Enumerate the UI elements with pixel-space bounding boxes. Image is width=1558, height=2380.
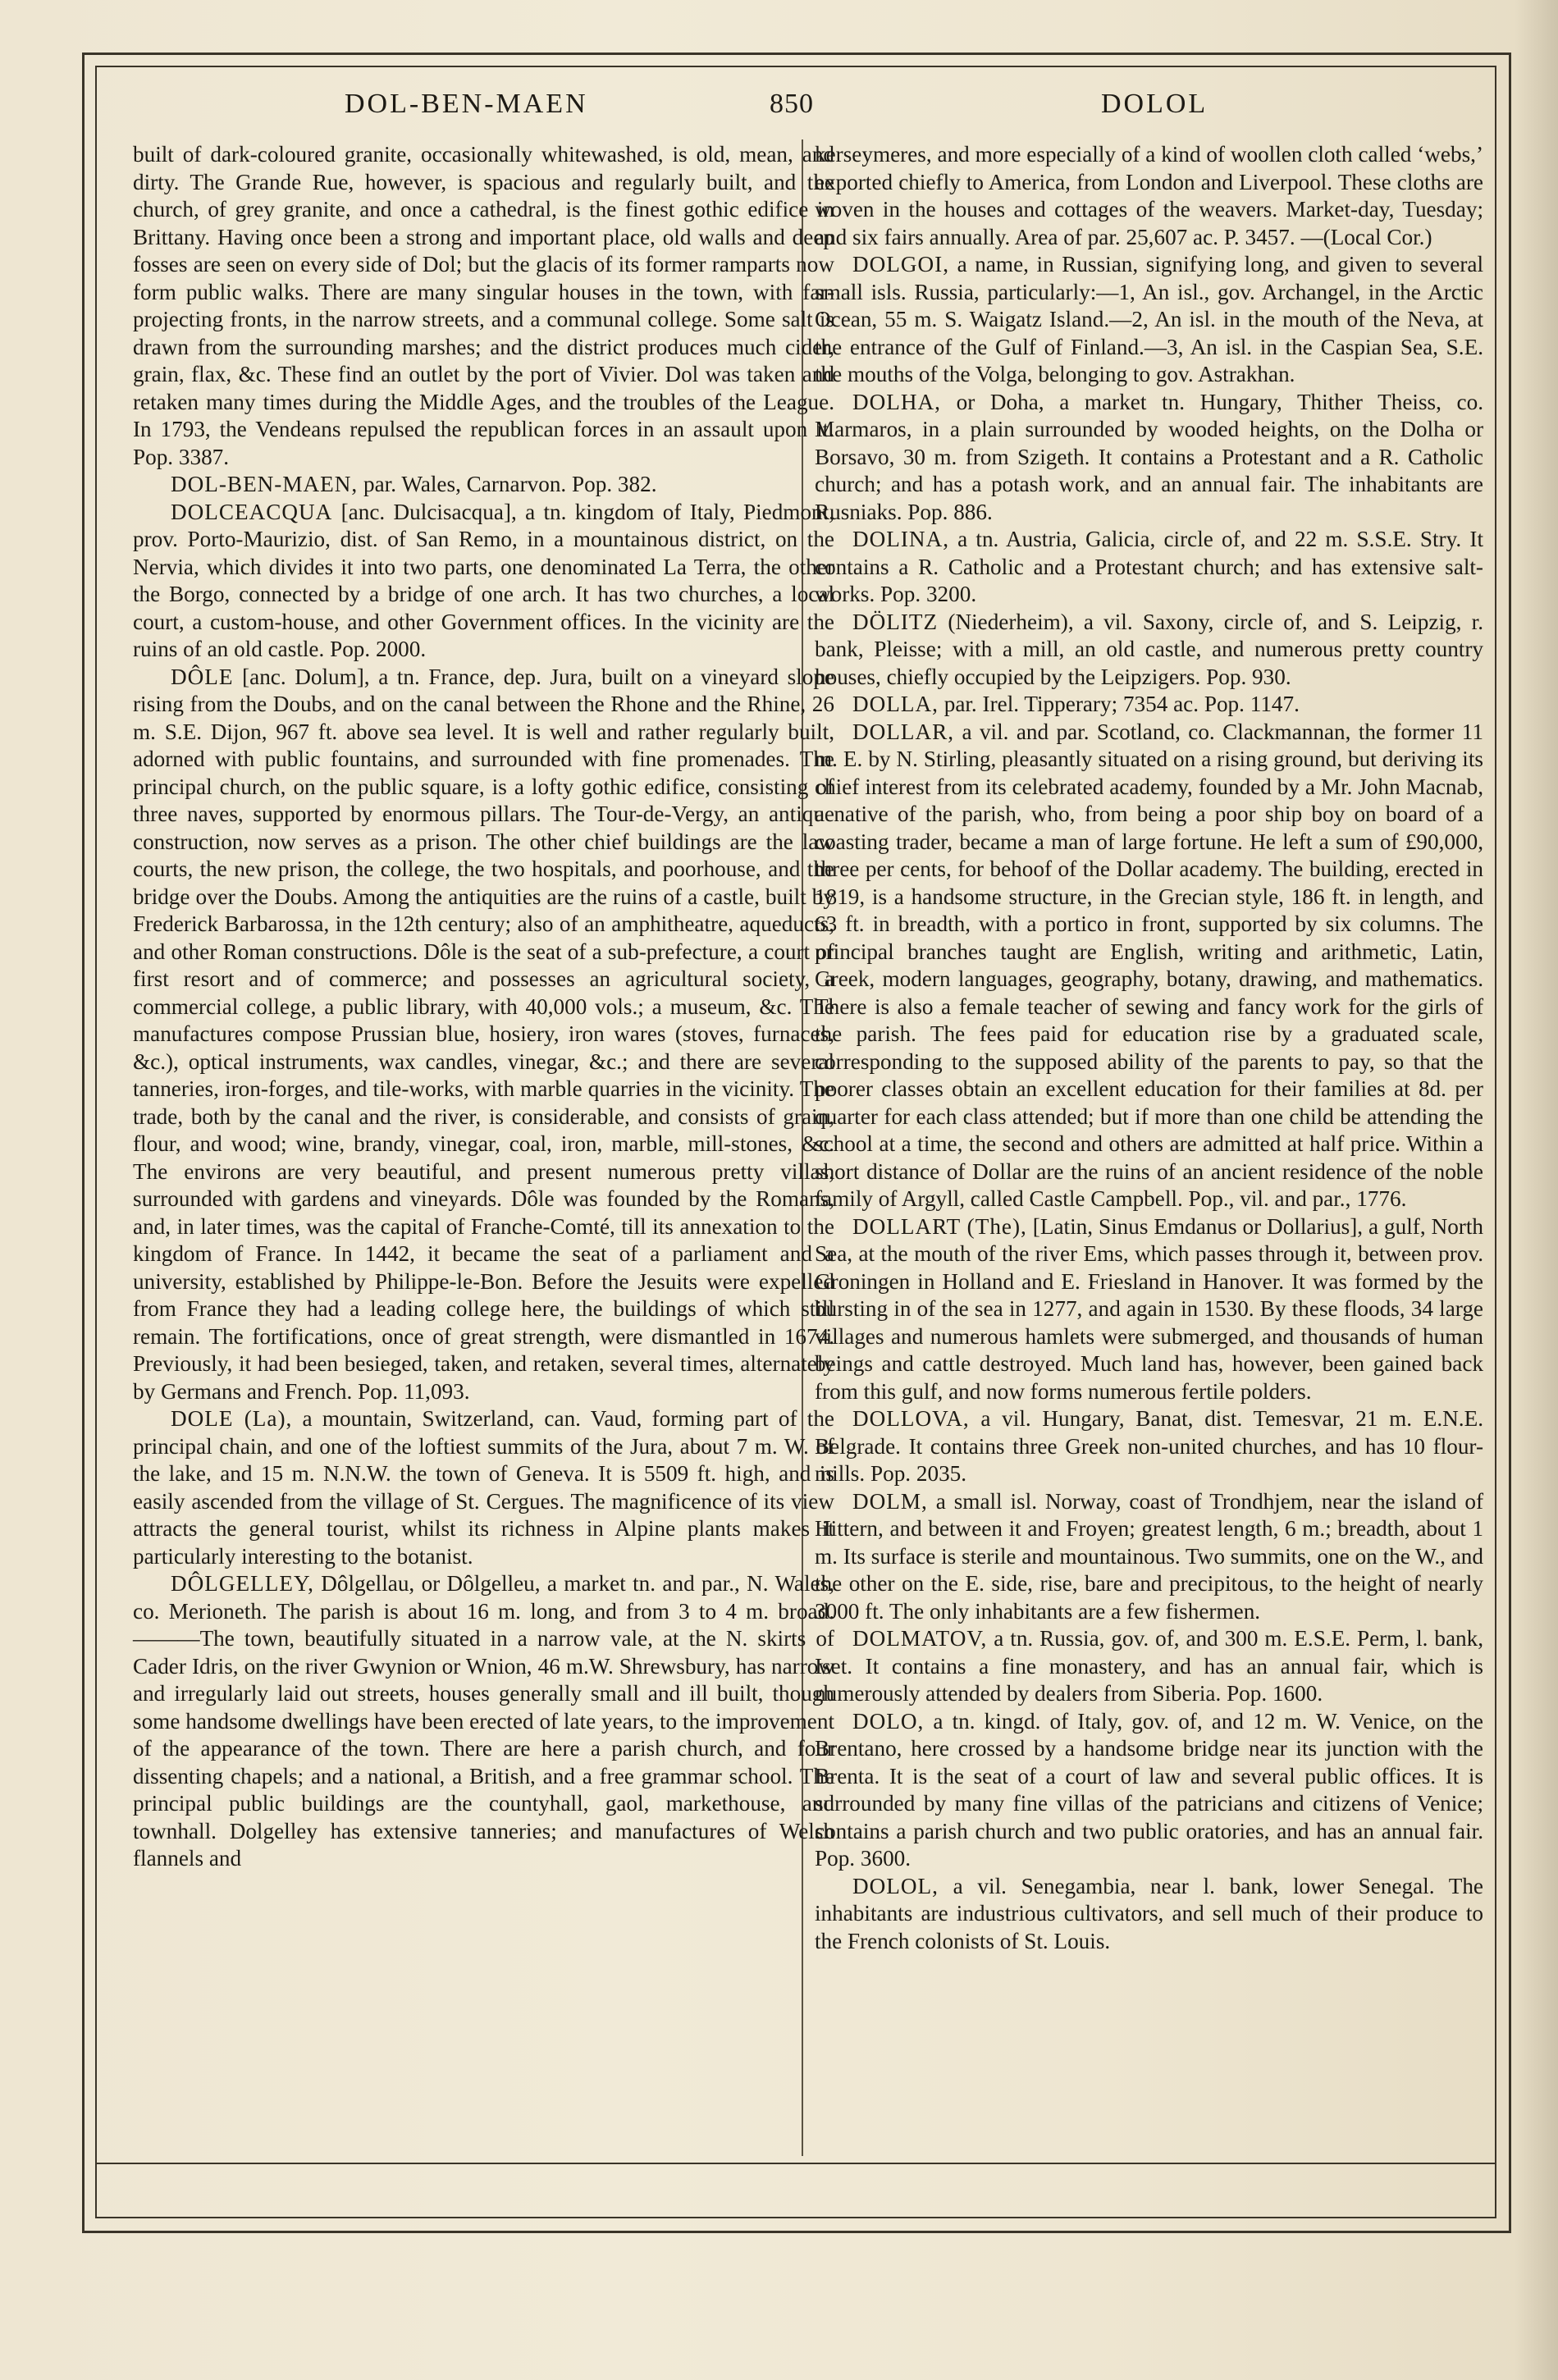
entry-text: [anc. Dolum], a tn. France, dep. Jura, built on a vineyard slope rising from the Doubs, and on the canal between the Rhone and the Rhine, 26 m. S.E. Dijon, 967 ft. above sea level. It is well and rather regularly built, adorned with public fountains, and surrounded with fine promenades. The principal church, on the public square, is a lofty gothic edifice, consisting of three naves, supported by enormous pillars. The Tour-de-Vergy, an antique construction, now serves as a prison. The other chief buildings are the law courts, the new prison, the college, the two hospitals, and poorhouse, and the bridge over the Doubs. Among the antiquities are the ruins of a castle, built by Frederick Barbarossa, in the 12th century; also of an amphitheatre, aqueducts, and other Roman constructions. Dôle is the seat of a sub-prefecture, a court of first resort and of commerce; and possesses an agricultural society, a commercial college, a public library, with 40,000 vols.; a museum, &c. The manufactures compose Prussian blue, hosiery, iron wares (stoves, furnaces, &c.), optical instruments, wax candles, vinegar, &c.; and there are several tanneries, iron-forges, and tile-works, with marble quarries in the vicinity. The trade, both by the canal and the river, is considerable, and consists of grain, flour, and wood; wine, brandy, vinegar, coal, iron, marble, mill-stones, &c. The environs are very beautiful, and present numerous pretty villas, surrounded with gardens and vineyards. Dôle was founded by the Romans, and, in later times, was the capital of Franche-Comté, till its annexation to the kingdom of France. In 1442, it became the seat of a parliament and a university, established by Philippe-le-Bon. Before the Jesuits were expelled from France they had a leading college here, the buildings of which still remain. The fortifications, once of great strength, were dismantled in 1674. Previously, it had been besieged, taken, and retaken, several times, alternately by Germans and French. Pop. 11,093. xyxy=(133,664,834,1404)
entry-dole-la xyxy=(133,1405,834,1570)
entry-dolmatov xyxy=(815,1625,1483,1708)
entry-text: [anc. Dulcisacqua], a tn. kingdom of Italy, Piedmont, prov. Porto-Maurizio, dist. of San Remo, in a mountainous district, on the Nervia, which divides it into two parts, one denominated La Terra, the other the Borgo, connected by a bridge of one arch. It has two churches, a local court, a custom-house, and other Government offices. In the vicinity are the ruins of an old castle. Pop. 2000. xyxy=(133,499,834,661)
entry-dolgelley xyxy=(133,1570,834,1873)
entry-dollar xyxy=(815,719,1483,1213)
entry-dolm xyxy=(815,1488,1483,1626)
entry-dolol xyxy=(815,1873,1483,1956)
entry-text: built of dark-coloured granite, occasionally whitewashed, is old, mean, and dirty. The Grande Rue, however, is spacious and regularly built, and the church, of grey granite, and once a cathedral, is the finest gothic edifice in Brittany. Having once been a strong and important place, old walls and deep fosses are seen on every side of Dol; but the glacis of its former ramparts now form public walks. There are many singular houses in the town, with far-projecting fronts, in the narrow streets, and a communal college. Some salt is drawn from the surrounding marshes; and the district produces much cider, grain, flax, &c. These find an outlet by the port of Vivier. Dol was taken and retaken many times during the Middle Ages, and the troubles of the League. In 1793, the Vendeans repulsed the republican forces in an assault upon it. Pop. 3387. xyxy=(133,142,834,469)
entry-dolha xyxy=(815,389,1483,527)
entry-text: kerseymeres, and more especially of a kind of woollen cloth called ‘webs,’ exported chiefly to America, from London and Liverpool. These cloths are woven in the houses and cottages of the weavers. Market-day, Tuesday; and six fairs annually. Area of par. 25,607 ac. P. 3457. —(Local Cor.) xyxy=(815,142,1483,249)
entry-text: a tn. Austria, Galicia, circle of, and 22 m. S.S.E. Stry. It contains a R. Catholic and a Protestant church; and has extensive salt-works. Pop. 3200. xyxy=(815,527,1483,606)
entry-text: a mountain, Switzerland, can. Vaud, forming part of the principal chain, and one of the loftiest summits of the Jura, about 7 m. W. of the lake, and 15 m. N.N.W. the town of Geneva. It is 5509 ft. high, and is easily ascended from the village of St. Cergues. The magnificence of its view attracts the general tourist, whilst its richness in Alpine plants makes it particularly interesting to the botanist. xyxy=(133,1406,835,1569)
left-column xyxy=(133,141,834,1873)
entry-text: a tn. Russia, gov. of, and 300 m. E.S.E. Perm, l. bank, Iset. It contains a fine monastery, and has an annual fair, which is numerously attended by dealers from Siberia. Pop. 1600. xyxy=(815,1626,1483,1706)
entry-text: or Doha, a market tn. Hungary, Thither Theiss, co. Marmaros, in a plain surrounded by wooded heights, on the Dolha or Borsavo, 30 m. from Szigeth. It contains a Protestant and a R. Catholic church; and has a potash work, and an annual fair. The inhabitants are Rusniaks. Pop. 886. xyxy=(815,389,1483,524)
entry-text: par. Wales, Carnarvon. Pop. 382. xyxy=(358,472,657,496)
right-column xyxy=(815,141,1483,1955)
bottom-rule xyxy=(95,2163,1495,2164)
entry-headword: DOLCEACQUA xyxy=(171,499,333,524)
entry-headword: DOLINA, xyxy=(852,527,949,551)
entry-text: Dôlgellau, or Dôlgelleu, a market tn. and par., N. Wales, co. Merioneth. The parish is about 16 m. long, and from 3 to 4 m. broad.———The town, beautifully situated in a narrow vale, at the N. skirts of Cader Idris, on the river Gwynion or Wnion, 46 m.W. Shrewsbury, has narrow and irregularly laid out streets, houses generally small and ill built, though some handsome dwellings have been erected of late years, to the improvement of the appearance of the town. There are here a parish church, and four dissenting chapels; and a national, a British, and a free grammar school. The principal public buildings are the countyhall, gaol, markethouse, and townhall. Dolgelley has extensive tanneries; and manufactures of Welsh flannels and xyxy=(133,1571,834,1871)
entry-text: a vil. and par. Scotland, co. Clackmannan, the former 11 m. E. by N. Stirling, pleasantly situated on a rising ground, but deriving its chief interest from its celebrated academy, founded by a Mr. John Macnab, a native of the parish, who, from being a poor ship boy on board of a coasting trader, became a man of large fortune. He left a sum of £90,000, three per cents, for behoof of the Dollar academy. The building, erected in 1819, is a handsome structure, in the Grecian style, 186 ft. in length, and 63 ft. in breadth, with a portico in front, supported by six columns. The principal branches taught are English, writing and arithmetic, Latin, Greek, modern languages, geography, botany, drawing, and mathematics. There is also a female teacher of sewing and fancy work for the girls of the parish. The fees paid for education rise by a graduated scale, corresponding to the supposed ability of the parents to pay, so that the poorer classes obtain an excellent education for their families at 8d. per quarter for each class attended; but if more than one child be attending the school at a time, the second and others are admitted at half price. Within a short distance of Dollar are the ruins of an ancient residence of the noble family of Argyll, called Castle Campbell. Pop., vil. and par., 1776. xyxy=(815,719,1483,1211)
entry-headword: DOLLOVA, xyxy=(852,1406,970,1431)
entry-headword: DOLLAR, xyxy=(852,719,955,744)
entry-headword: DOLE (La), xyxy=(171,1406,293,1431)
entry-headword: DOLLA, xyxy=(852,692,939,716)
entry-text: a small isl. Norway, coast of Trondhjem, near the island of Hittern, and between it and Froyen; greatest length, 6 m.; breadth, about 1 m. Its surface is sterile and mountainous. Two summits, one on the W., and the other on the E. side, rise, bare and precipitous, to the height of nearly 3000 ft. The only inhabitants are a few fishermen. xyxy=(815,1488,1483,1624)
entry-text: a vil. Hungary, Banat, dist. Temesvar, 21 m. E.N.E. Belgrade. It contains three Greek non-united churches, and has 10 flour-mills. Pop. 2035. xyxy=(815,1406,1483,1486)
entry-headword: DOLHA, xyxy=(852,389,941,414)
entry-dol-ben-maen xyxy=(133,471,834,499)
header-left-keyword: DOL-BEN-MAEN xyxy=(345,89,588,119)
running-header xyxy=(107,82,1477,131)
entry-dole xyxy=(133,664,834,1406)
entry-dolceacqua xyxy=(133,499,834,664)
entry-dolla xyxy=(815,691,1483,719)
page-edge-shadow xyxy=(1515,0,1558,2380)
entry-headword: DOL-BEN-MAEN, xyxy=(171,472,359,496)
entry-headword: DÔLGELLEY, xyxy=(171,1571,314,1596)
entry-headword: DOLM, xyxy=(852,1488,928,1514)
entry-text: par. Irel. Tipperary; 7354 ac. Pop. 1147. xyxy=(938,692,1300,716)
entry-dolgoi xyxy=(815,251,1483,389)
entry-headword: DOLOL, xyxy=(852,1873,939,1898)
entry-continuation xyxy=(815,141,1483,251)
entry-headword: DÔLE xyxy=(171,664,234,689)
entry-dolina xyxy=(815,526,1483,609)
entry-headword: DOLGOI, xyxy=(852,252,949,276)
entry-continuation xyxy=(133,141,834,471)
header-right-keyword: DOLOL xyxy=(1101,89,1208,119)
entry-text: a name, in Russian, signifying long, and given to several small isls. Russia, particularly:—1, An isl., gov. Archangel, in the Arctic Ocean, 55 m. S. Waigatz Island.—2, An isl. in the mouth of the Neva, at the entrance of the Gulf of Finland.—3, An isl. in the Caspian Sea, S.E. the mouths of the Volga, belonging to gov. Astrakhan. xyxy=(815,252,1483,386)
entry-text: a tn. kingd. of Italy, gov. of, and 12 m. W. Venice, on the Brentano, here crossed by a handsome bridge near its junction with the Brenta. It is the seat of a court of law and several public offices. It is surrounded by many fine villas of the patricians and citizens of Venice; contains a parish church and two public oratories, and has an annual fair. Pop. 3600. xyxy=(815,1708,1483,1871)
entry-dolitz xyxy=(815,609,1483,692)
entry-headword: DOLMATOV, xyxy=(852,1626,988,1651)
entry-text: (Niederheim), a vil. Saxony, circle of, and S. Leipzig, r. bank, Pleisse; with a mill, an old castle, and numerous pretty country houses, chiefly occupied by the Leipzigers. Pop. 930. xyxy=(815,609,1483,689)
page-number: 850 xyxy=(770,89,814,119)
entry-dolo xyxy=(815,1708,1483,1873)
entry-text: a vil. Senegambia, near l. bank, lower Senegal. The inhabitants are industrious cultivators, and sell much of their produce to the French colonists of St. Louis. xyxy=(815,1873,1483,1953)
entry-headword: DÖLITZ xyxy=(852,609,939,634)
entry-headword: DOLO, xyxy=(852,1708,925,1734)
entry-dollova xyxy=(815,1405,1483,1488)
entry-dollart xyxy=(815,1213,1483,1406)
entry-text: [Latin, Sinus Emdanus or Dollarius], a gulf, North Sea, at the mouth of the river Ems, which passes through it, between prov. Groningen in Holland and E. Friesland in Hanover. It was formed by the bursting in of the sea in 1277, and again in 1530. By these floods, 34 large villages and numerous hamlets were submerged, and thousands of human beings and cattle destroyed. Much land has, however, been gained back from this gulf, and now forms numerous fertile polders. xyxy=(815,1213,1484,1404)
entry-headword: DOLLART (The), xyxy=(852,1213,1027,1239)
